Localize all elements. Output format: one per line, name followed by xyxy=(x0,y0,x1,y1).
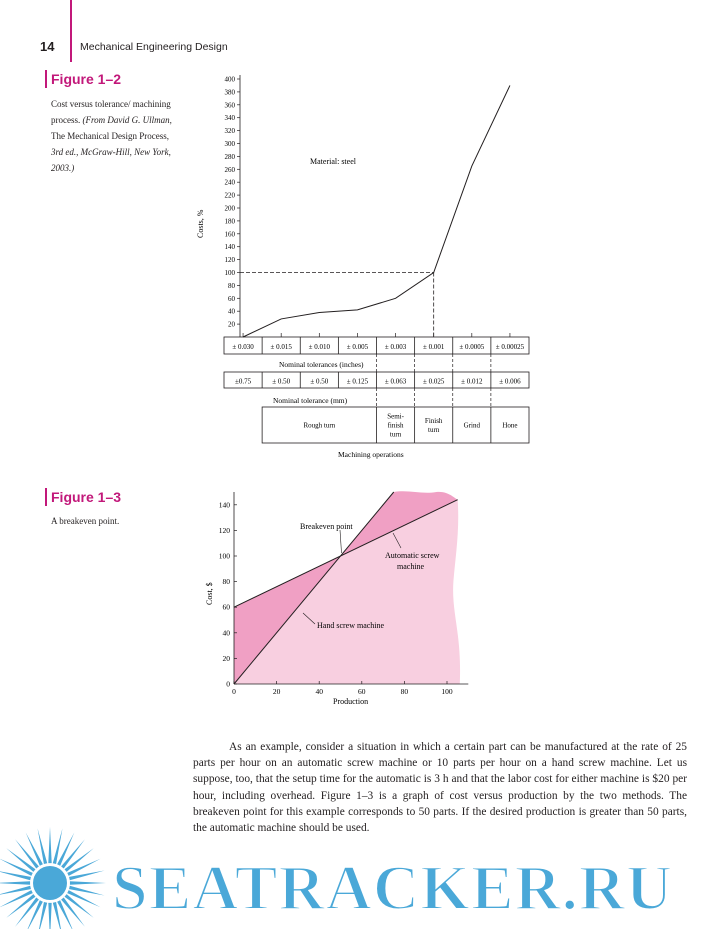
fig2-y-tick-label: 400 xyxy=(224,75,235,84)
fig3-breakeven-leader xyxy=(340,530,342,553)
page-number: 14 xyxy=(40,39,55,54)
fig2-tol-in-cell: ± 0.030 xyxy=(232,343,254,351)
fig2-y-tick-label: 380 xyxy=(224,88,235,97)
fig2-y-tick-label: 300 xyxy=(224,140,235,148)
sunburst-core xyxy=(33,866,67,900)
fig3-x-label: Production xyxy=(333,697,369,706)
fig3-x-tick-label: 0 xyxy=(232,687,236,696)
fig3-y-tick-label: 20 xyxy=(222,653,230,663)
fig3-annotation-hand: Hand screw machine xyxy=(317,621,385,630)
fig3-x-tick-label: 40 xyxy=(315,687,323,696)
fig2-y-tick-label: 40 xyxy=(228,307,235,316)
fig2-operation-cell: Hone xyxy=(502,421,518,430)
sunburst-ray xyxy=(67,890,100,907)
fig2-tol-in-cell: ± 0.005 xyxy=(346,343,369,351)
sunburst-ray xyxy=(70,881,106,884)
fig2-tol-mm-cell: ± 0.50 xyxy=(310,377,329,386)
cost-vs-tolerance-chart xyxy=(195,68,535,463)
fig3-annotation-automatic: Automatic screw xyxy=(385,551,440,560)
fig2-operation-cell: Finish turn xyxy=(424,417,443,434)
fig2-y-label: Costs, % xyxy=(196,209,205,238)
figure2-title: Figure 1–2 xyxy=(51,71,122,87)
sunburst-ray xyxy=(0,881,30,884)
fig2-y-tick-label: 120 xyxy=(224,256,235,265)
fig2-tol-mm-cell: ± 0.025 xyxy=(423,377,445,386)
figure3-accent-bar xyxy=(45,488,47,506)
fig2-y-tick-label: 340 xyxy=(224,114,235,123)
fig2-tol-in-cell: ± 0.015 xyxy=(270,343,292,351)
fig2-y-tick-label: 20 xyxy=(228,320,235,329)
fig2-operation-cell: Semi-finish turn xyxy=(387,412,404,439)
fig2-y-tick-label: 180 xyxy=(224,217,235,226)
watermark xyxy=(0,815,721,929)
fig2-tol-mm-label: Nominal tolerance (mm) xyxy=(273,396,348,405)
fig2-y-tick-label: 60 xyxy=(228,294,235,303)
sunburst-ray xyxy=(0,890,33,907)
fig2-y-tick-label: 260 xyxy=(224,165,235,174)
fig2-tol-mm-cell: ± 0.006 xyxy=(499,377,521,386)
fig2-y-tick-label: 240 xyxy=(224,178,235,187)
fig3-y-tick-label: 100 xyxy=(218,551,230,561)
fig2-operations-label: Machining operations xyxy=(338,450,404,459)
fig2-operation-cell: Grind xyxy=(463,421,480,430)
fig3-y-tick-label: 60 xyxy=(222,602,230,612)
figure2-caption-ref-open: (From David G. Ullman, xyxy=(82,115,172,125)
fig3-y-tick-label: 0 xyxy=(226,679,230,689)
fig3-y-tick-label: 120 xyxy=(218,525,230,535)
sunburst-ray xyxy=(0,859,33,876)
fig2-y-tick-label: 140 xyxy=(224,243,235,252)
fig2-y-axis xyxy=(225,75,241,337)
fig3-x-tick-label: 60 xyxy=(358,687,366,696)
fig2-tol-in-cell: ± 0.001 xyxy=(423,343,445,351)
figure2-accent-bar xyxy=(45,70,47,88)
figure3-title: Figure 1–3 xyxy=(51,489,122,505)
sunburst-ray xyxy=(48,903,51,929)
fig2-tol-mm-cell: ± 0.125 xyxy=(346,377,369,386)
fig3-y-tick-label: 80 xyxy=(222,577,230,587)
fig2-y-tick-label: 220 xyxy=(224,191,235,200)
fig3-x-tick-label: 100 xyxy=(441,687,453,696)
body-paragraph: As an example, consider a situation in which a certain part can be manufactured at the rate of 25 parts per hour on an automatic screw machine or 10 parts per hour on a hand screw machine. Let us suppose, too, that the setup time for the automatic is 3 h and that the labor cost for either machine is $20 per hour, including overhead. Figure 1–3 is a graph of cost versus production by the two methods. The breakeven point for this example corresponds to 50 parts. If the desired production is greater than 50 parts, the automatic machine should be used. xyxy=(193,741,687,835)
sunburst-ray xyxy=(26,833,43,866)
fig2-tol-mm-cell: ± 0.012 xyxy=(461,377,483,386)
fig2-tol-in-label: Nominal tolerances (inches) xyxy=(279,360,364,369)
fig2-y-tick-label: 360 xyxy=(224,101,235,110)
fig3-fill xyxy=(234,491,460,684)
fig2-y-tick-label: 100 xyxy=(224,269,235,277)
running-head: Mechanical Engineering Design xyxy=(80,41,228,53)
fig2-tol-in-cell: ± 0.010 xyxy=(308,343,330,351)
fig2-y-tick-label: 160 xyxy=(224,230,235,239)
header-rule xyxy=(70,0,72,62)
fig2-tol-mm-cell: ± 0.063 xyxy=(384,377,407,386)
sunburst-ray xyxy=(57,833,74,866)
figure2-caption-ref-close: 3rd ed., McGraw-Hill, New York, 2003.) xyxy=(51,147,171,173)
fig3-x-tick-label: 80 xyxy=(400,687,409,696)
fig2-y-tick-label: 320 xyxy=(224,127,235,136)
figure2-caption-ref-book: The Mechanical Design Process, xyxy=(51,131,169,141)
fig2-tol-in-cell: ± 0.00025 xyxy=(495,343,525,351)
fig2-operation-cell: Rough turn xyxy=(303,421,336,430)
figure2-caption xyxy=(51,96,181,176)
fig2-table xyxy=(224,337,529,443)
fig2-annotation-material: Material: steel xyxy=(310,157,356,166)
breakeven-chart xyxy=(195,485,495,710)
fig2-tol-in-cell: ± 0.003 xyxy=(384,343,407,351)
fig3-y-tick-label: 40 xyxy=(222,628,230,638)
sunburst-icon xyxy=(0,827,106,929)
fig2-y-tick-label: 80 xyxy=(228,281,235,290)
sunburst-ray xyxy=(48,827,51,863)
fig3-y-tick-label: 140 xyxy=(218,500,230,510)
fig2-cost-line xyxy=(243,85,510,337)
fig2-y-tick-label: 200 xyxy=(224,204,235,213)
fig2-tol-mm-cell: ± 0.50 xyxy=(272,377,291,386)
fig2-y-tick-label: 280 xyxy=(224,152,235,161)
figure3-caption: A breakeven point. xyxy=(51,516,120,526)
fig2-plot-area xyxy=(240,85,510,337)
fig3-x-tick-label: 20 xyxy=(272,687,281,696)
fig3-annotation-breakeven: Breakeven point xyxy=(300,522,353,531)
fig2-tol-in-cell: ± 0.0005 xyxy=(459,343,485,351)
sunburst-ray xyxy=(67,859,100,876)
fig2-tol-mm-cell: ±0.75 xyxy=(235,377,252,386)
watermark-text: SEATRACKER.RU xyxy=(112,852,674,923)
fig3-y-label: Cost, $ xyxy=(205,582,214,605)
figure2-caption-plain: Cost versus tolerance/ machining process. xyxy=(51,99,171,125)
fig3-annotation-automatic-2: machine xyxy=(397,562,425,571)
